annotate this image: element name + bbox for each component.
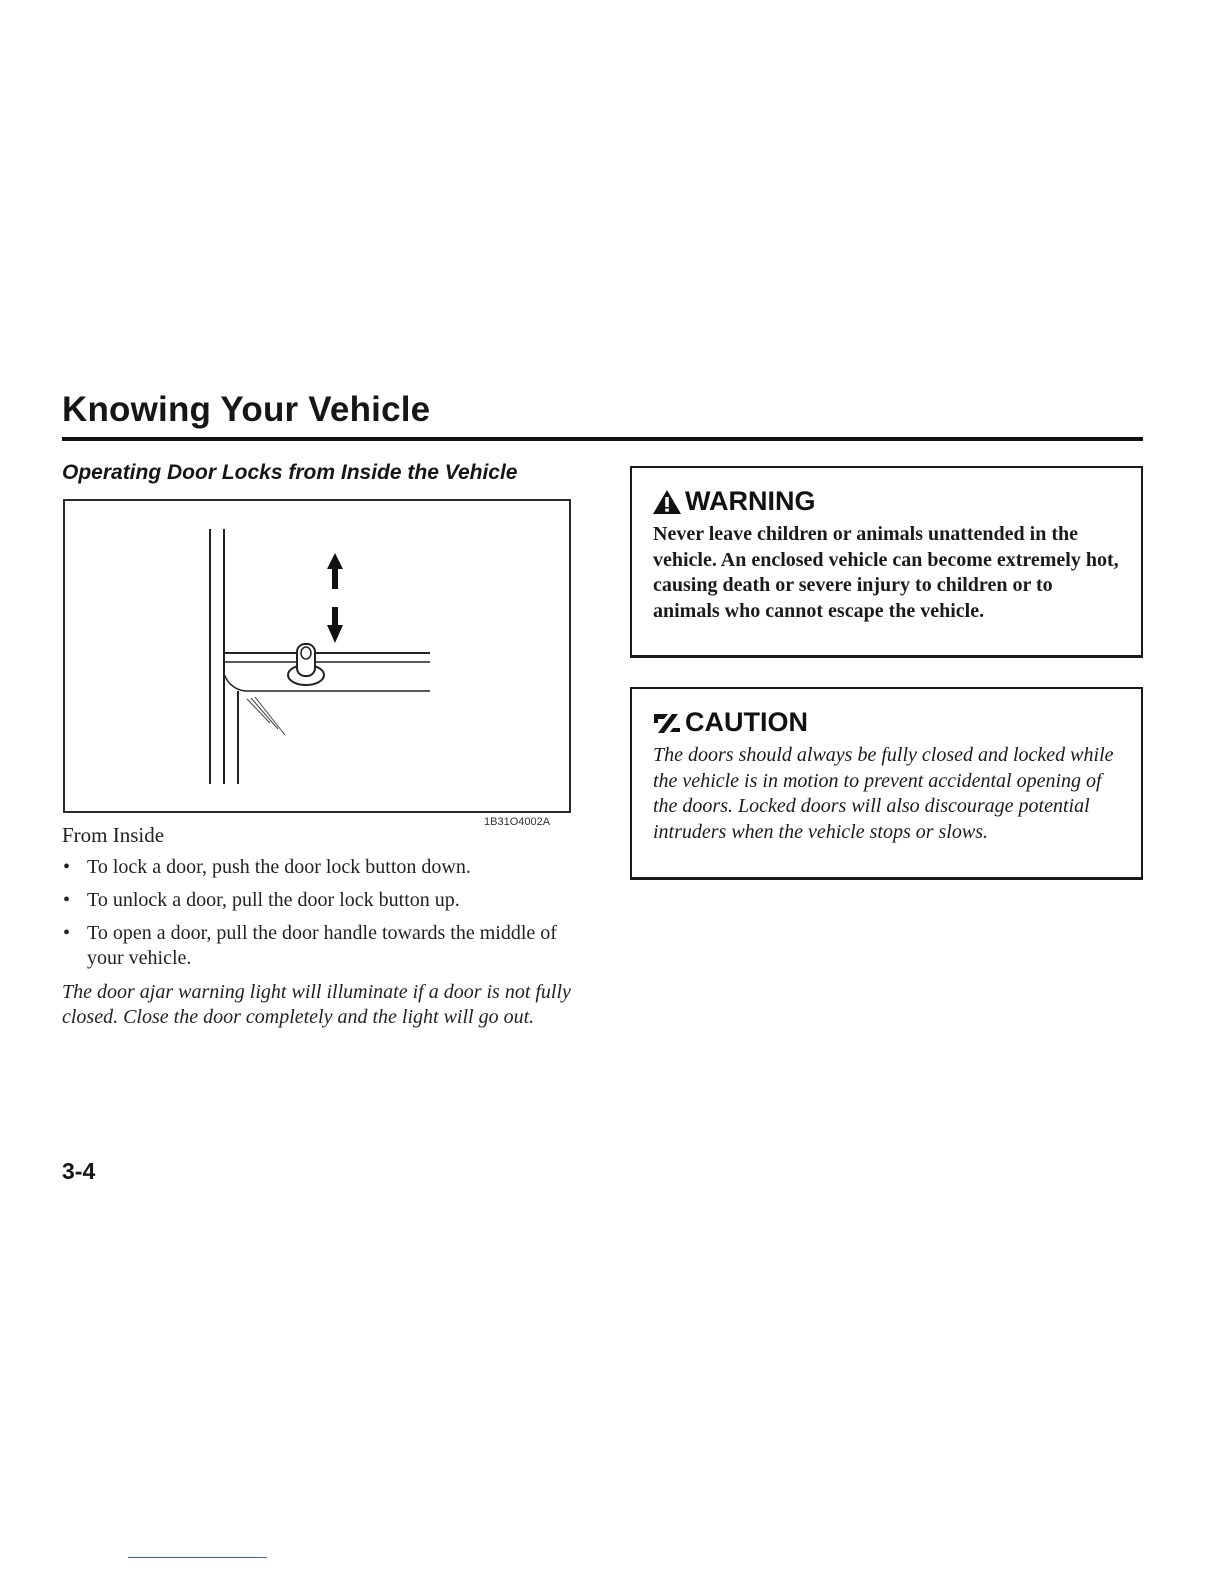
caution-title: CAUTION xyxy=(685,707,808,737)
caution-slash-icon xyxy=(652,711,682,735)
caution-box xyxy=(630,687,1143,880)
subsection-title: Operating Door Locks from Inside the Vehicle xyxy=(62,461,518,484)
warning-triangle-icon xyxy=(652,489,682,515)
bullet-marker: • xyxy=(63,922,71,944)
door-lock-illustration xyxy=(63,499,571,813)
caution-text: The doors should always be fully closed and locked while the vehicle is in motion to prevent accidental opening of the doors. Locked doors will also discourage potential intruders when the vehicle stops or slows. xyxy=(653,744,1114,843)
glass-hatch xyxy=(251,698,278,729)
title-rule xyxy=(62,437,1143,441)
bottom-rule xyxy=(128,1557,267,1558)
list-item-text: To lock a door, push the door lock button down. xyxy=(87,856,471,878)
instruction-list xyxy=(62,855,572,979)
list-item xyxy=(62,888,572,913)
page-number: 3-4 xyxy=(62,1158,96,1184)
door-lock-drawing xyxy=(65,501,569,811)
door-lock-button xyxy=(288,644,324,685)
caution-heading xyxy=(652,707,808,738)
warning-box xyxy=(630,466,1143,658)
list-item-text: To open a door, pull the door handle towards the middle of your vehicle. xyxy=(87,922,557,969)
warning-title: WARNING xyxy=(685,486,816,516)
section-title: Knowing Your Vehicle xyxy=(62,390,431,429)
glass-hatch xyxy=(255,697,285,735)
bullet-marker: • xyxy=(63,889,71,911)
warning-heading xyxy=(652,486,816,517)
list-item xyxy=(62,855,572,880)
list-item xyxy=(62,921,572,971)
list-item-text: To unlock a door, pull the door lock button up. xyxy=(87,889,460,911)
arrow-up-icon xyxy=(327,553,343,589)
bullet-marker: • xyxy=(63,856,71,878)
door-ajar-note: The door ajar warning light will illuminate if a door is not fully closed. Close the door completely and the light will go out. xyxy=(62,981,571,1028)
arrow-down-icon xyxy=(327,607,343,643)
figure-code: 1B31O4002A xyxy=(484,816,551,828)
warning-text: Never leave children or animals unattended in the vehicle. An enclosed vehicle can become extremely hot, causing death or severe injury to children or to animals who cannot escape the vehicle. xyxy=(653,523,1119,622)
sill-curve xyxy=(224,674,430,691)
figure-caption: From Inside xyxy=(62,823,165,847)
